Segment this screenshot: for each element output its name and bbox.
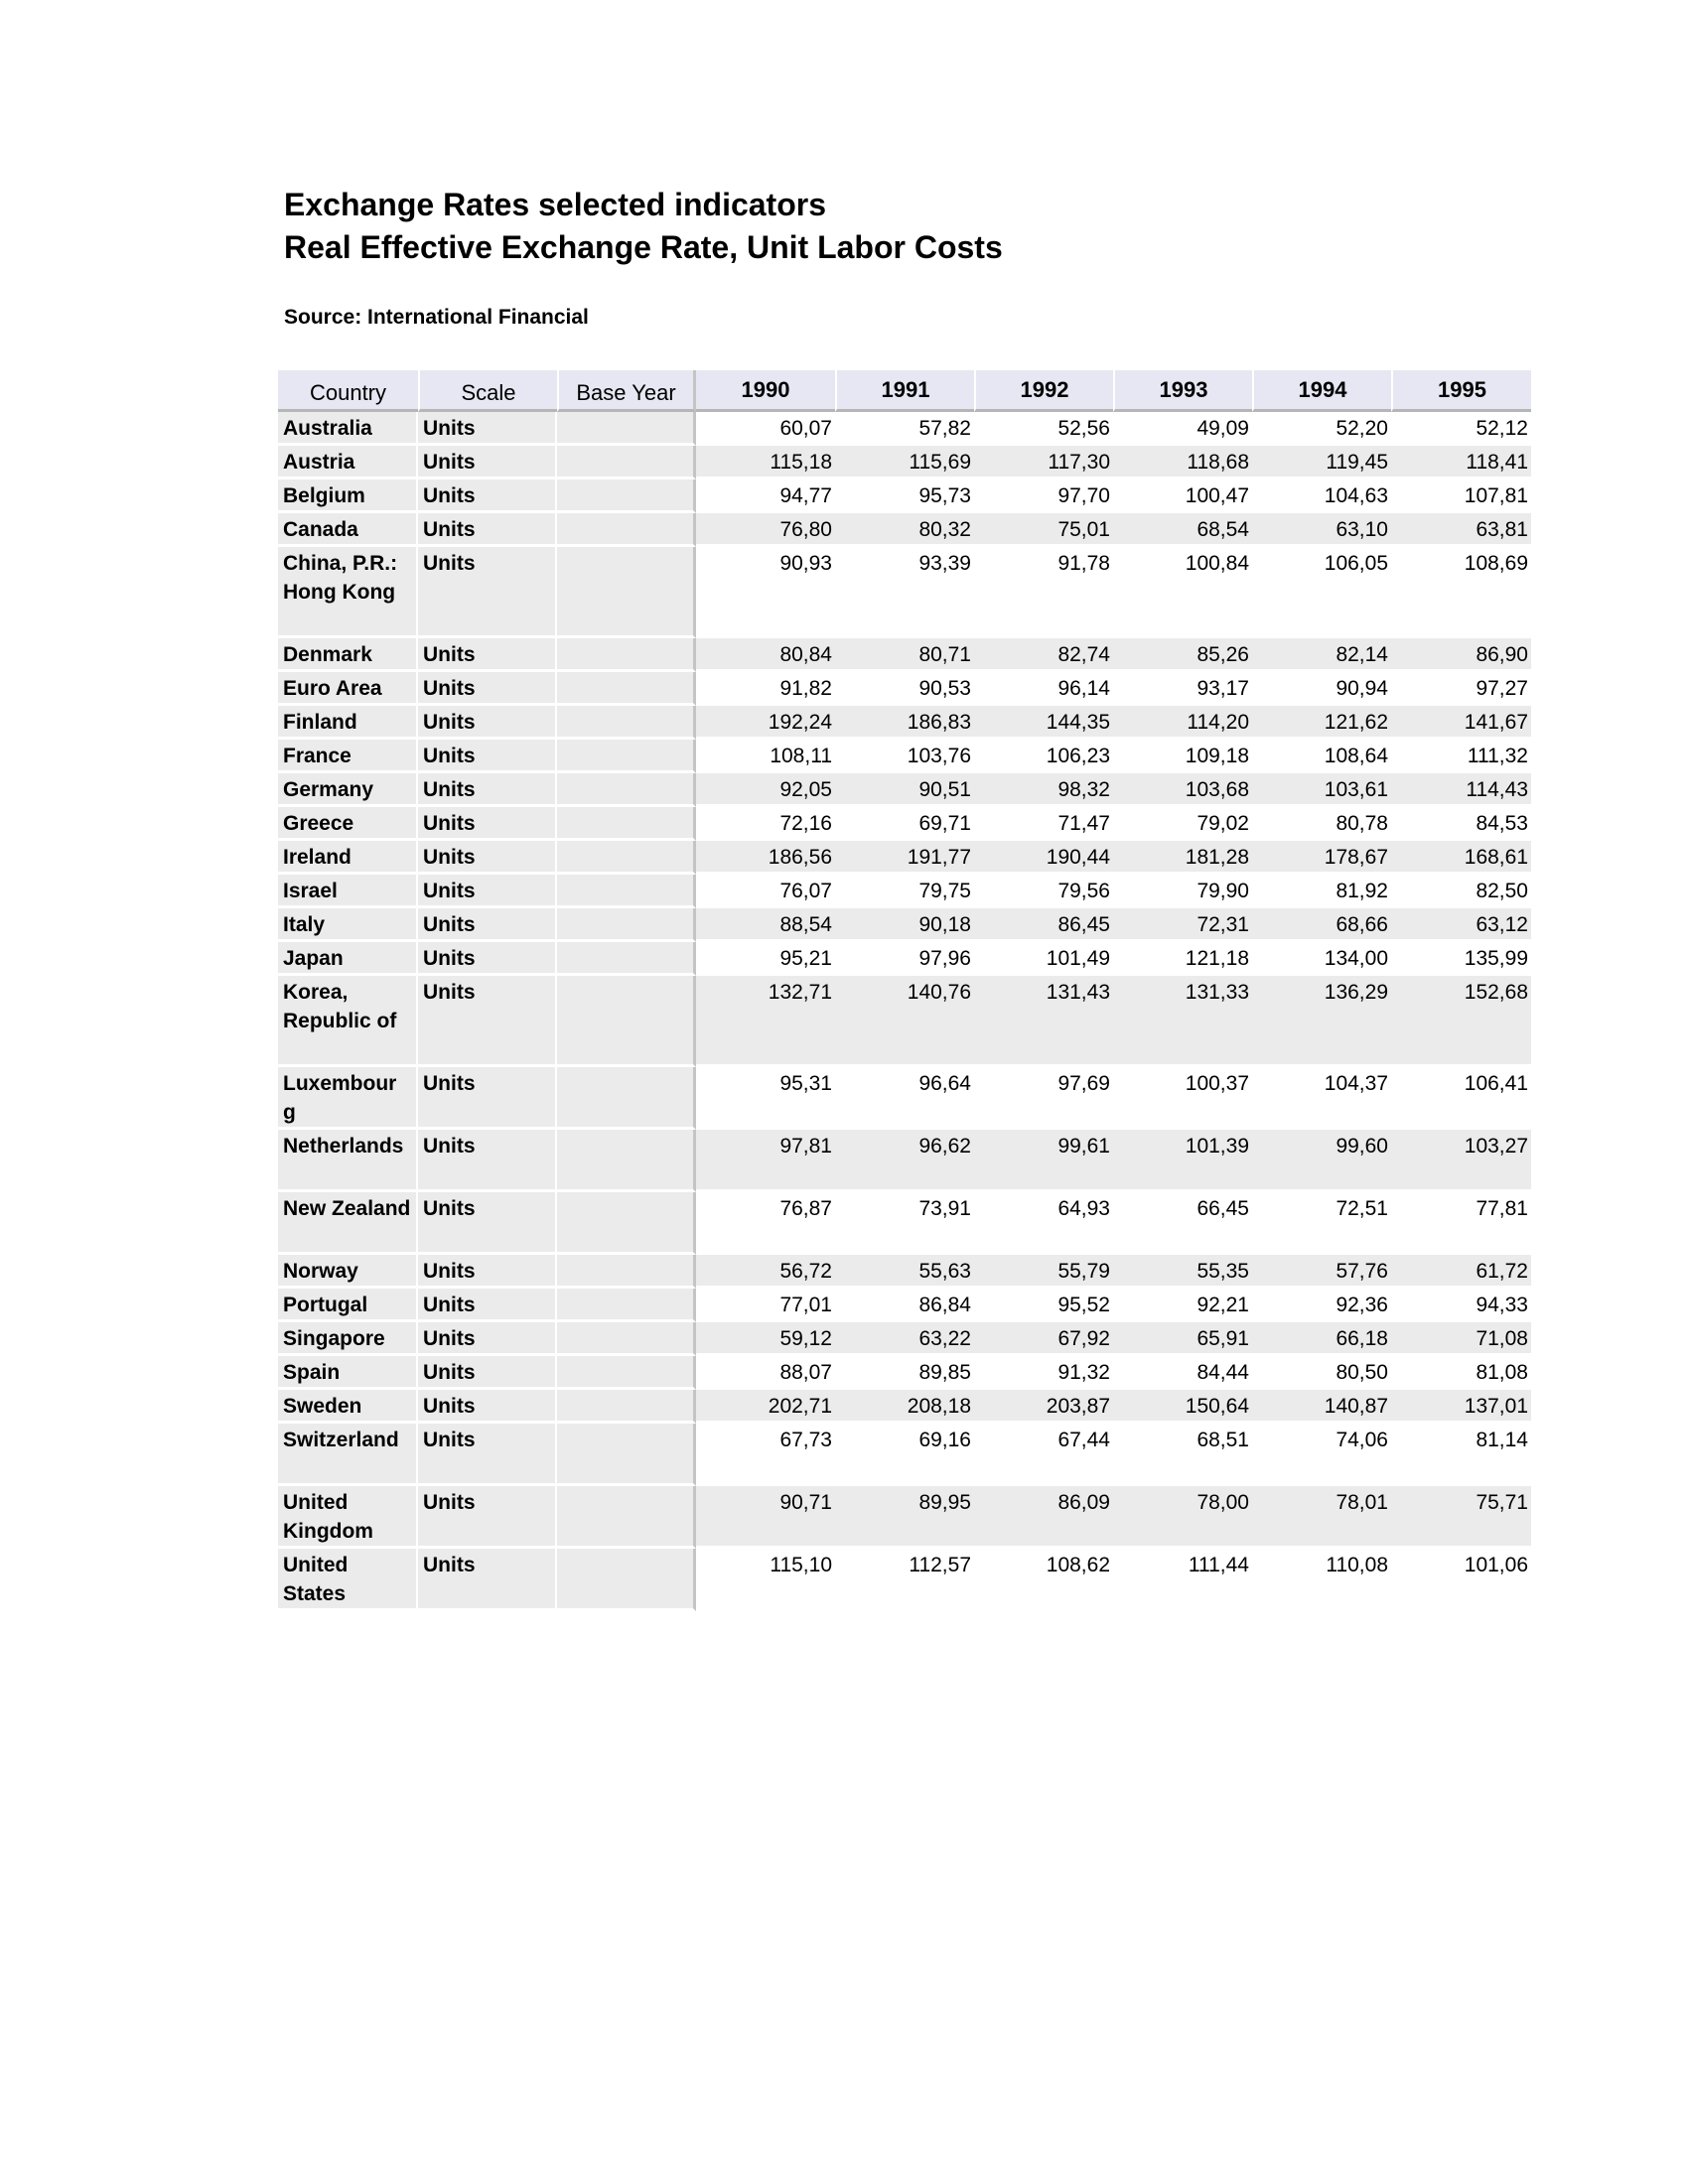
value-cell: 186,83 <box>835 706 974 740</box>
value-cell: 85,26 <box>1113 638 1252 672</box>
column-header-base-year: Base Year <box>557 370 696 412</box>
value-cell: 101,39 <box>1113 1130 1252 1192</box>
value-cell: 97,81 <box>696 1130 835 1192</box>
value-cell: 52,56 <box>974 412 1113 446</box>
value-cell: 78,00 <box>1113 1486 1252 1549</box>
scale-cell: Units <box>418 638 557 672</box>
value-cell: 66,45 <box>1113 1192 1252 1255</box>
base-year-cell <box>557 942 696 976</box>
value-cell: 144,35 <box>974 706 1113 740</box>
country-cell: Denmark <box>278 638 418 672</box>
base-year-cell <box>557 547 696 638</box>
value-cell: 112,57 <box>835 1549 974 1611</box>
value-cell: 74,06 <box>1252 1424 1391 1486</box>
value-cell: 76,87 <box>696 1192 835 1255</box>
value-cell: 67,92 <box>974 1322 1113 1356</box>
value-cell: 84,53 <box>1391 807 1531 841</box>
scale-cell: Units <box>418 908 557 942</box>
base-year-cell <box>557 1289 696 1322</box>
scale-cell: Units <box>418 740 557 773</box>
table-row <box>278 479 1531 513</box>
base-year-cell <box>557 1192 696 1255</box>
country-cell: China, P.R.: Hong Kong <box>278 547 418 638</box>
value-cell: 110,08 <box>1252 1549 1391 1611</box>
scale-cell: Units <box>418 1390 557 1424</box>
value-cell: 57,76 <box>1252 1255 1391 1289</box>
column-header-year: 1993 <box>1113 370 1252 412</box>
column-header-year: 1990 <box>696 370 835 412</box>
value-cell: 80,32 <box>835 513 974 547</box>
base-year-cell <box>557 513 696 547</box>
table-row <box>278 875 1531 908</box>
scale-cell: Units <box>418 1130 557 1192</box>
value-cell: 61,72 <box>1391 1255 1531 1289</box>
value-cell: 76,07 <box>696 875 835 908</box>
value-cell: 88,54 <box>696 908 835 942</box>
scale-cell: Units <box>418 976 557 1067</box>
value-cell: 117,30 <box>974 446 1113 479</box>
value-cell: 79,02 <box>1113 807 1252 841</box>
scale-cell: Units <box>418 412 557 446</box>
country-cell: Ireland <box>278 841 418 875</box>
value-cell: 131,33 <box>1113 976 1252 1067</box>
value-cell: 111,44 <box>1113 1549 1252 1611</box>
column-header-year: 1991 <box>835 370 974 412</box>
scale-cell: Units <box>418 1424 557 1486</box>
value-cell: 93,39 <box>835 547 974 638</box>
table-row <box>278 706 1531 740</box>
value-cell: 52,20 <box>1252 412 1391 446</box>
value-cell: 99,61 <box>974 1130 1113 1192</box>
country-cell: United States <box>278 1549 418 1611</box>
scale-cell: Units <box>418 1067 557 1130</box>
value-cell: 69,16 <box>835 1424 974 1486</box>
table-row <box>278 841 1531 875</box>
base-year-cell <box>557 706 696 740</box>
value-cell: 88,07 <box>696 1356 835 1390</box>
table-row <box>278 412 1531 446</box>
value-cell: 135,99 <box>1391 942 1531 976</box>
base-year-cell <box>557 638 696 672</box>
value-cell: 60,07 <box>696 412 835 446</box>
value-cell: 100,37 <box>1113 1067 1252 1130</box>
scale-cell: Units <box>418 773 557 807</box>
base-year-cell <box>557 1390 696 1424</box>
scale-cell: Units <box>418 1289 557 1322</box>
value-cell: 118,68 <box>1113 446 1252 479</box>
value-cell: 168,61 <box>1391 841 1531 875</box>
column-header-year: 1995 <box>1391 370 1531 412</box>
scale-cell: Units <box>418 942 557 976</box>
value-cell: 64,93 <box>974 1192 1113 1255</box>
scale-cell: Units <box>418 1192 557 1255</box>
base-year-cell <box>557 672 696 706</box>
scale-cell: Units <box>418 841 557 875</box>
value-cell: 100,84 <box>1113 547 1252 638</box>
value-cell: 91,78 <box>974 547 1113 638</box>
value-cell: 97,27 <box>1391 672 1531 706</box>
column-header-scale: Scale <box>418 370 557 412</box>
country-cell: Greece <box>278 807 418 841</box>
value-cell: 208,18 <box>835 1390 974 1424</box>
value-cell: 101,49 <box>974 942 1113 976</box>
country-cell: Belgium <box>278 479 418 513</box>
value-cell: 96,62 <box>835 1130 974 1192</box>
table-row <box>278 1486 1531 1549</box>
base-year-cell <box>557 1424 696 1486</box>
value-cell: 192,24 <box>696 706 835 740</box>
value-cell: 86,09 <box>974 1486 1113 1549</box>
country-cell: Switzerland <box>278 1424 418 1486</box>
value-cell: 104,37 <box>1252 1067 1391 1130</box>
value-cell: 96,14 <box>974 672 1113 706</box>
table-row <box>278 908 1531 942</box>
document-title: Exchange Rates selected indicators <box>284 187 826 222</box>
value-cell: 79,56 <box>974 875 1113 908</box>
table-row <box>278 1424 1531 1486</box>
exchange-rate-table <box>278 370 1531 1611</box>
value-cell: 97,96 <box>835 942 974 976</box>
value-cell: 90,93 <box>696 547 835 638</box>
value-cell: 67,44 <box>974 1424 1113 1486</box>
value-cell: 91,32 <box>974 1356 1113 1390</box>
country-cell: United Kingdom <box>278 1486 418 1549</box>
table-row <box>278 942 1531 976</box>
column-header-year: 1994 <box>1252 370 1391 412</box>
value-cell: 132,71 <box>696 976 835 1067</box>
table-row <box>278 446 1531 479</box>
base-year-cell <box>557 1130 696 1192</box>
value-cell: 63,81 <box>1391 513 1531 547</box>
value-cell: 82,50 <box>1391 875 1531 908</box>
country-cell: Luxembour g <box>278 1067 418 1130</box>
scale-cell: Units <box>418 1486 557 1549</box>
column-header-country: Country <box>278 370 418 412</box>
value-cell: 84,44 <box>1113 1356 1252 1390</box>
value-cell: 89,95 <box>835 1486 974 1549</box>
value-cell: 71,47 <box>974 807 1113 841</box>
scale-cell: Units <box>418 1549 557 1611</box>
country-cell: Finland <box>278 706 418 740</box>
value-cell: 81,14 <box>1391 1424 1531 1486</box>
value-cell: 98,32 <box>974 773 1113 807</box>
value-cell: 97,70 <box>974 479 1113 513</box>
table-row <box>278 547 1531 638</box>
value-cell: 94,33 <box>1391 1289 1531 1322</box>
table-body <box>278 412 1531 1611</box>
value-cell: 99,60 <box>1252 1130 1391 1192</box>
table-row <box>278 740 1531 773</box>
value-cell: 76,80 <box>696 513 835 547</box>
scale-cell: Units <box>418 807 557 841</box>
value-cell: 79,75 <box>835 875 974 908</box>
value-cell: 63,12 <box>1391 908 1531 942</box>
country-cell: Sweden <box>278 1390 418 1424</box>
value-cell: 186,56 <box>696 841 835 875</box>
value-cell: 69,71 <box>835 807 974 841</box>
country-cell: France <box>278 740 418 773</box>
value-cell: 90,18 <box>835 908 974 942</box>
value-cell: 49,09 <box>1113 412 1252 446</box>
value-cell: 103,27 <box>1391 1130 1531 1192</box>
value-cell: 73,91 <box>835 1192 974 1255</box>
country-cell: Spain <box>278 1356 418 1390</box>
value-cell: 90,51 <box>835 773 974 807</box>
value-cell: 115,10 <box>696 1549 835 1611</box>
value-cell: 121,18 <box>1113 942 1252 976</box>
country-cell: Singapore <box>278 1322 418 1356</box>
value-cell: 93,17 <box>1113 672 1252 706</box>
table-row <box>278 638 1531 672</box>
value-cell: 52,12 <box>1391 412 1531 446</box>
value-cell: 104,63 <box>1252 479 1391 513</box>
value-cell: 150,64 <box>1113 1390 1252 1424</box>
document-subtitle: Real Effective Exchange Rate, Unit Labor Costs <box>284 229 1003 265</box>
value-cell: 59,12 <box>696 1322 835 1356</box>
value-cell: 66,18 <box>1252 1322 1391 1356</box>
value-cell: 95,52 <box>974 1289 1113 1322</box>
value-cell: 80,71 <box>835 638 974 672</box>
value-cell: 101,06 <box>1391 1549 1531 1611</box>
value-cell: 80,84 <box>696 638 835 672</box>
table-row <box>278 773 1531 807</box>
value-cell: 190,44 <box>974 841 1113 875</box>
value-cell: 71,08 <box>1391 1322 1531 1356</box>
value-cell: 100,47 <box>1113 479 1252 513</box>
value-cell: 115,18 <box>696 446 835 479</box>
value-cell: 80,50 <box>1252 1356 1391 1390</box>
value-cell: 202,71 <box>696 1390 835 1424</box>
value-cell: 118,41 <box>1391 446 1531 479</box>
value-cell: 57,82 <box>835 412 974 446</box>
value-cell: 63,22 <box>835 1322 974 1356</box>
value-cell: 95,31 <box>696 1067 835 1130</box>
base-year-cell <box>557 841 696 875</box>
value-cell: 78,01 <box>1252 1486 1391 1549</box>
value-cell: 97,69 <box>974 1067 1113 1130</box>
value-cell: 108,11 <box>696 740 835 773</box>
base-year-cell <box>557 773 696 807</box>
base-year-cell <box>557 1486 696 1549</box>
value-cell: 152,68 <box>1391 976 1531 1067</box>
value-cell: 109,18 <box>1113 740 1252 773</box>
value-cell: 79,90 <box>1113 875 1252 908</box>
value-cell: 136,29 <box>1252 976 1391 1067</box>
value-cell: 94,77 <box>696 479 835 513</box>
base-year-cell <box>557 412 696 446</box>
value-cell: 86,90 <box>1391 638 1531 672</box>
value-cell: 111,32 <box>1391 740 1531 773</box>
value-cell: 77,01 <box>696 1289 835 1322</box>
value-cell: 86,45 <box>974 908 1113 942</box>
value-cell: 68,51 <box>1113 1424 1252 1486</box>
value-cell: 75,01 <box>974 513 1113 547</box>
country-cell: Japan <box>278 942 418 976</box>
base-year-cell <box>557 807 696 841</box>
value-cell: 191,77 <box>835 841 974 875</box>
value-cell: 106,41 <box>1391 1067 1531 1130</box>
value-cell: 178,67 <box>1252 841 1391 875</box>
value-cell: 106,05 <box>1252 547 1391 638</box>
table-row <box>278 1390 1531 1424</box>
base-year-cell <box>557 740 696 773</box>
value-cell: 106,23 <box>974 740 1113 773</box>
value-cell: 81,92 <box>1252 875 1391 908</box>
value-cell: 114,20 <box>1113 706 1252 740</box>
column-header-year: 1992 <box>974 370 1113 412</box>
value-cell: 91,82 <box>696 672 835 706</box>
value-cell: 96,64 <box>835 1067 974 1130</box>
base-year-cell <box>557 1549 696 1611</box>
country-cell: Euro Area <box>278 672 418 706</box>
value-cell: 115,69 <box>835 446 974 479</box>
value-cell: 114,43 <box>1391 773 1531 807</box>
table-row <box>278 1549 1531 1611</box>
scale-cell: Units <box>418 1255 557 1289</box>
value-cell: 92,36 <box>1252 1289 1391 1322</box>
value-cell: 95,21 <box>696 942 835 976</box>
value-cell: 103,61 <box>1252 773 1391 807</box>
title-block <box>284 184 1003 269</box>
table-row <box>278 1322 1531 1356</box>
base-year-cell <box>557 1067 696 1130</box>
value-cell: 86,84 <box>835 1289 974 1322</box>
base-year-cell <box>557 1356 696 1390</box>
value-cell: 67,73 <box>696 1424 835 1486</box>
value-cell: 92,05 <box>696 773 835 807</box>
value-cell: 92,21 <box>1113 1289 1252 1322</box>
scale-cell: Units <box>418 547 557 638</box>
value-cell: 141,67 <box>1391 706 1531 740</box>
value-cell: 90,94 <box>1252 672 1391 706</box>
base-year-cell <box>557 976 696 1067</box>
scale-cell: Units <box>418 446 557 479</box>
scale-cell: Units <box>418 1322 557 1356</box>
value-cell: 75,71 <box>1391 1486 1531 1549</box>
value-cell: 55,35 <box>1113 1255 1252 1289</box>
value-cell: 82,74 <box>974 638 1113 672</box>
value-cell: 55,79 <box>974 1255 1113 1289</box>
value-cell: 181,28 <box>1113 841 1252 875</box>
country-cell: Korea, Republic of <box>278 976 418 1067</box>
table-row <box>278 1289 1531 1322</box>
base-year-cell <box>557 1255 696 1289</box>
table-row <box>278 672 1531 706</box>
value-cell: 108,62 <box>974 1549 1113 1611</box>
table-row <box>278 513 1531 547</box>
scale-cell: Units <box>418 513 557 547</box>
scale-cell: Units <box>418 479 557 513</box>
country-cell: Canada <box>278 513 418 547</box>
scale-cell: Units <box>418 706 557 740</box>
value-cell: 119,45 <box>1252 446 1391 479</box>
value-cell: 63,10 <box>1252 513 1391 547</box>
country-cell: New Zealand <box>278 1192 418 1255</box>
country-cell: Austria <box>278 446 418 479</box>
country-cell: Germany <box>278 773 418 807</box>
base-year-cell <box>557 908 696 942</box>
table-row <box>278 1255 1531 1289</box>
table-row <box>278 1130 1531 1192</box>
value-cell: 72,16 <box>696 807 835 841</box>
value-cell: 107,81 <box>1391 479 1531 513</box>
table-row <box>278 976 1531 1067</box>
value-cell: 103,76 <box>835 740 974 773</box>
scale-cell: Units <box>418 875 557 908</box>
value-cell: 77,81 <box>1391 1192 1531 1255</box>
country-cell: Netherlands <box>278 1130 418 1192</box>
scale-cell: Units <box>418 1356 557 1390</box>
value-cell: 65,91 <box>1113 1322 1252 1356</box>
table-row <box>278 807 1531 841</box>
value-cell: 103,68 <box>1113 773 1252 807</box>
value-cell: 56,72 <box>696 1255 835 1289</box>
table-header-row <box>278 370 1531 412</box>
country-cell: Norway <box>278 1255 418 1289</box>
value-cell: 72,31 <box>1113 908 1252 942</box>
value-cell: 203,87 <box>974 1390 1113 1424</box>
base-year-cell <box>557 875 696 908</box>
base-year-cell <box>557 446 696 479</box>
country-cell: Portugal <box>278 1289 418 1322</box>
table-row <box>278 1067 1531 1130</box>
value-cell: 108,64 <box>1252 740 1391 773</box>
value-cell: 81,08 <box>1391 1356 1531 1390</box>
base-year-cell <box>557 479 696 513</box>
value-cell: 72,51 <box>1252 1192 1391 1255</box>
value-cell: 82,14 <box>1252 638 1391 672</box>
country-cell: Australia <box>278 412 418 446</box>
value-cell: 68,66 <box>1252 908 1391 942</box>
base-year-cell <box>557 1322 696 1356</box>
value-cell: 55,63 <box>835 1255 974 1289</box>
country-cell: Israel <box>278 875 418 908</box>
value-cell: 90,71 <box>696 1486 835 1549</box>
value-cell: 131,43 <box>974 976 1113 1067</box>
value-cell: 68,54 <box>1113 513 1252 547</box>
table-row <box>278 1356 1531 1390</box>
value-cell: 108,69 <box>1391 547 1531 638</box>
table-row <box>278 1192 1531 1255</box>
value-cell: 80,78 <box>1252 807 1391 841</box>
value-cell: 89,85 <box>835 1356 974 1390</box>
value-cell: 90,53 <box>835 672 974 706</box>
source-note: Source: International Financial <box>284 306 589 329</box>
value-cell: 137,01 <box>1391 1390 1531 1424</box>
value-cell: 134,00 <box>1252 942 1391 976</box>
value-cell: 121,62 <box>1252 706 1391 740</box>
country-cell: Italy <box>278 908 418 942</box>
scale-cell: Units <box>418 672 557 706</box>
value-cell: 140,76 <box>835 976 974 1067</box>
value-cell: 140,87 <box>1252 1390 1391 1424</box>
value-cell: 95,73 <box>835 479 974 513</box>
